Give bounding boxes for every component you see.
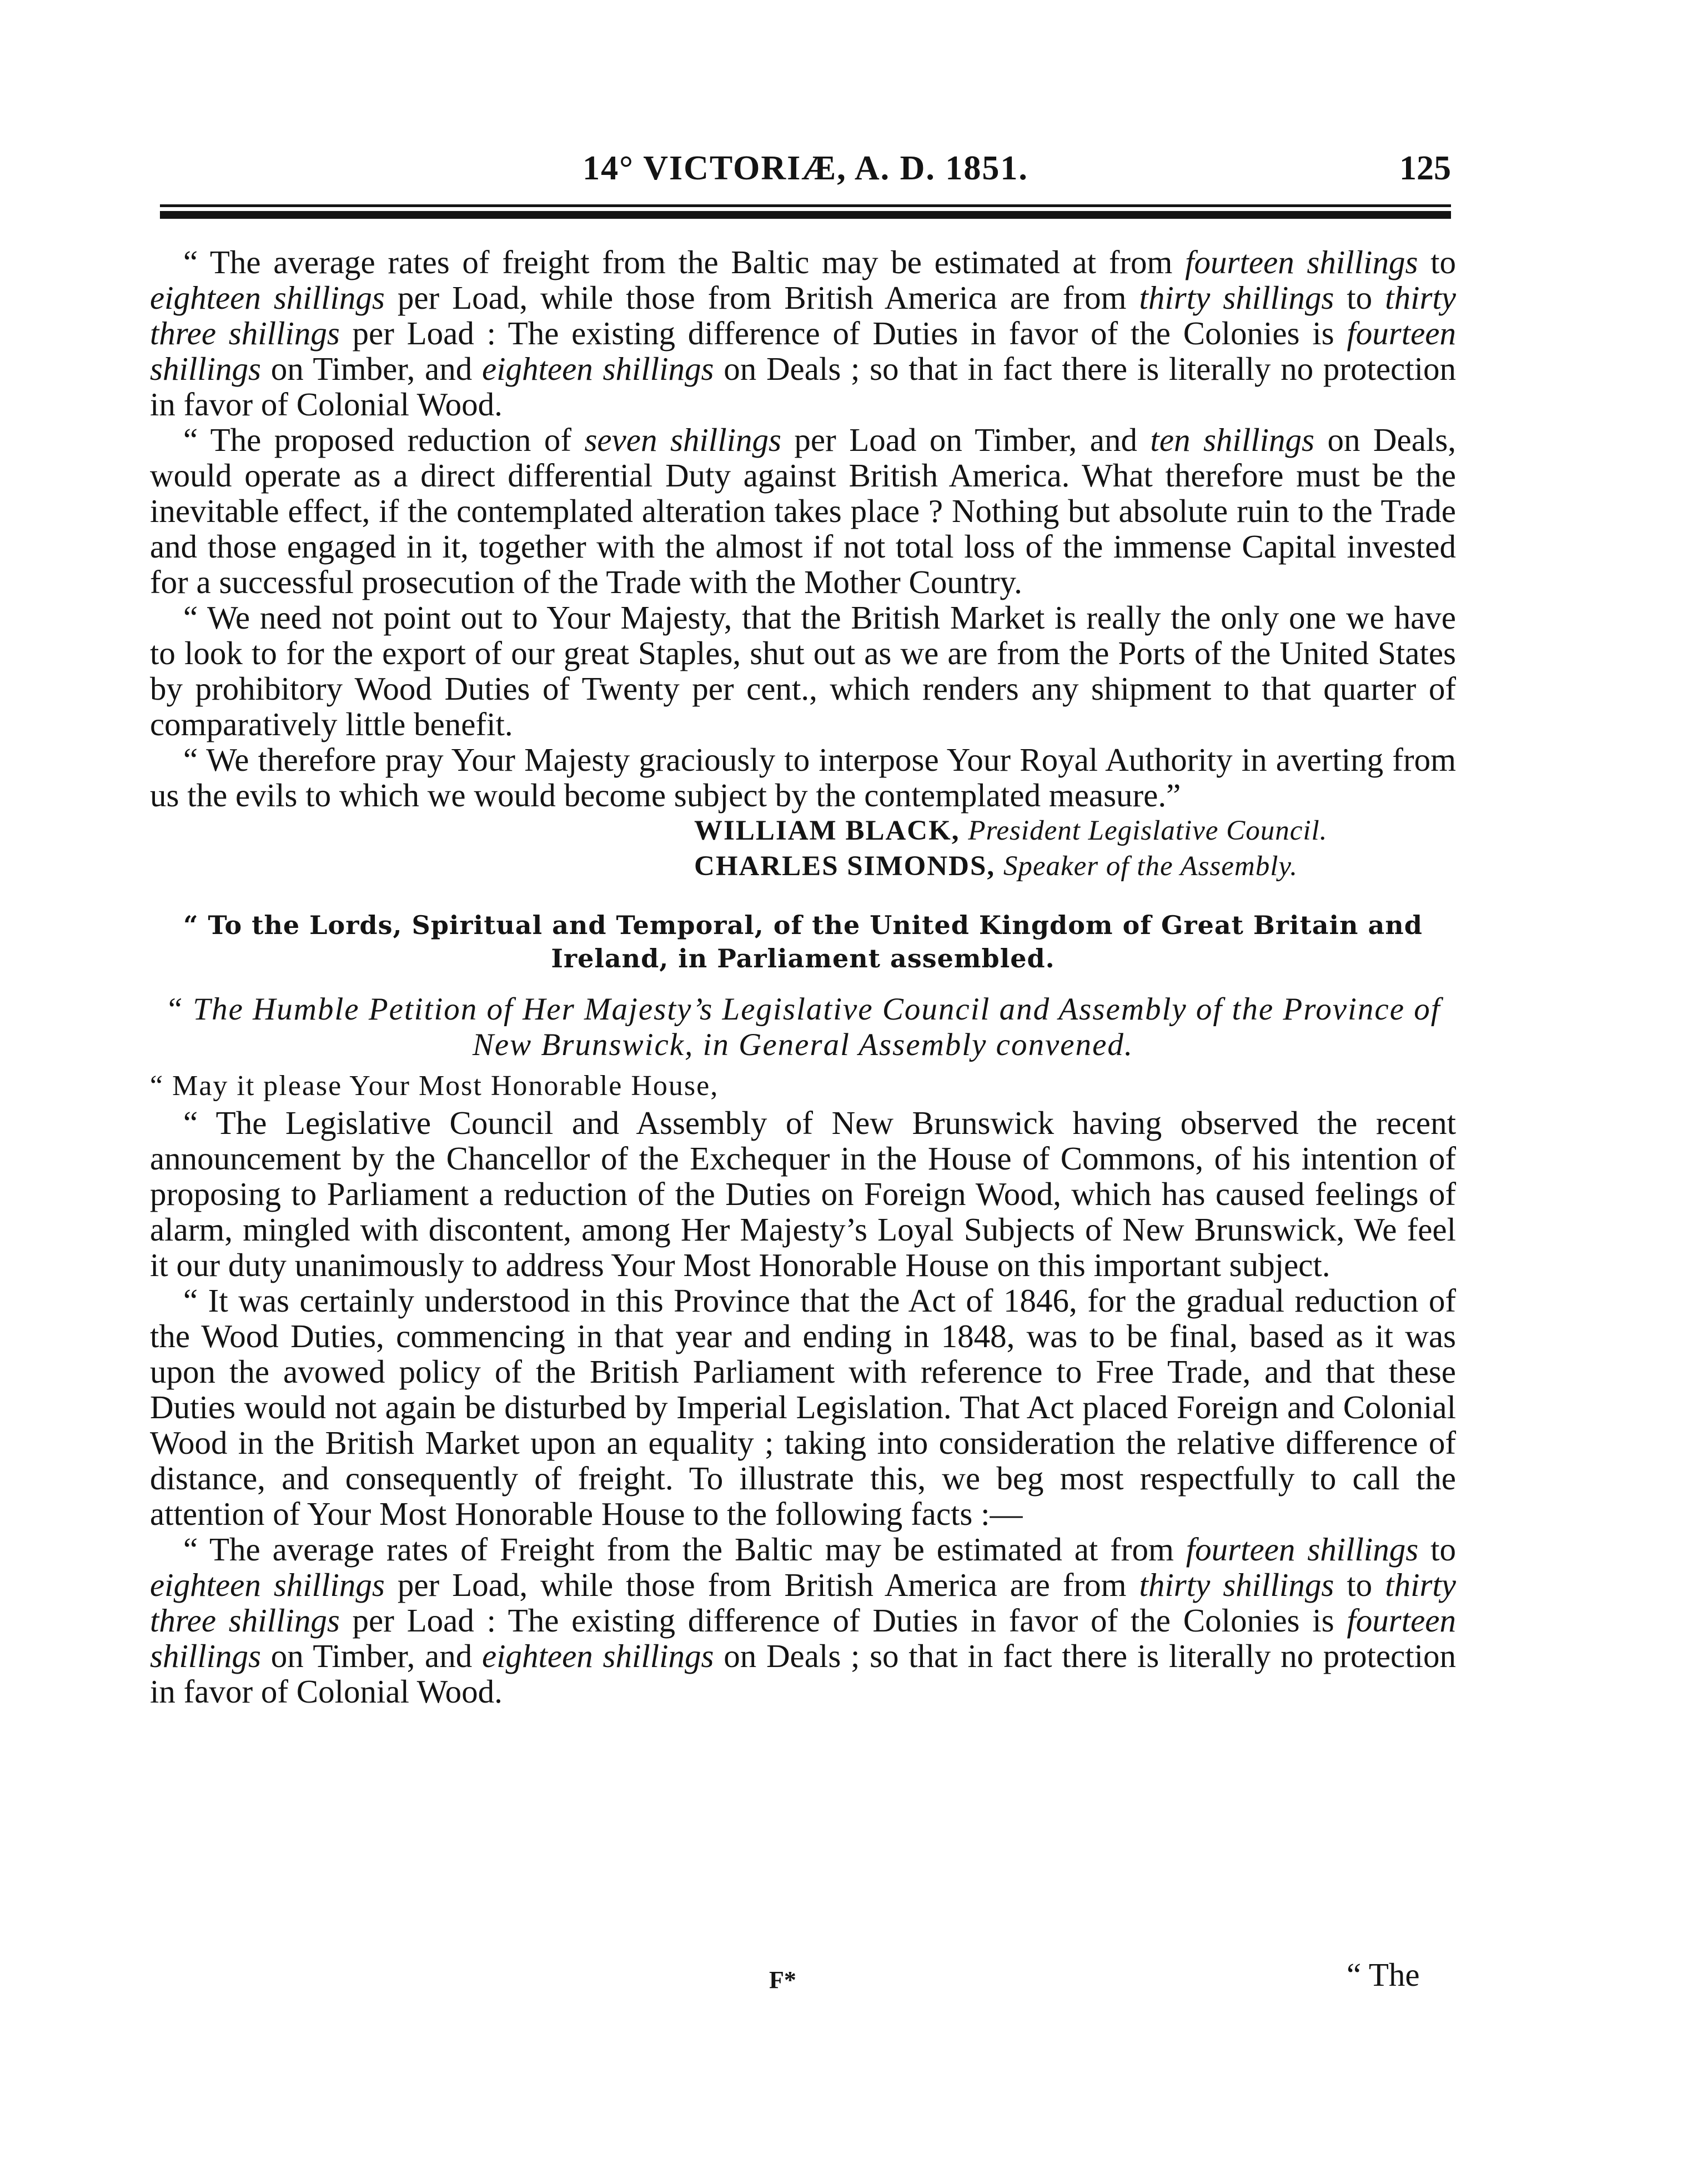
page-body	[150, 244, 1456, 1709]
header-rule-thin	[160, 204, 1451, 207]
catchword: “ The	[1347, 1956, 1420, 1993]
address-heading: “ To the Lords, Spiritual and Temporal, of the United Kingdom of Great Britain and Ireland, in Parliament assembled.	[183, 910, 1423, 973]
signatory-president: WILLIAM BLACK, President Legislative Council.	[694, 815, 1328, 846]
paragraph-freight-rates: “ The average rates of freight from the Baltic may be estimated at from fourteen shillings to eighteen shillings per Load, while those from British America are from thirty shillings to thirty three shillings per Load : The existing difference of Duties in favor of the Colonies is fourteen shillings on Timber, and eighteen shillings on Deals ; so that in fact there is literally no protection in favor of Colonial Wood.	[150, 244, 1456, 423]
signature-mark: F*	[769, 1966, 796, 1994]
header-rule-thick	[160, 211, 1451, 219]
page-number: 125	[1399, 149, 1451, 187]
petition-title: “ The Humble Petition of Her Majesty’s Legislative Council and Assembly of the Province of New Brunswick, in General Assembly convened.	[165, 992, 1441, 1062]
paragraph-freight-rates-repeat: “ The average rates of Freight from the Baltic may be estimated at from fourteen shillings to eighteen shillings per Load, while those from British America are from thirty shillings to thirty three shillings per Load : The existing difference of Duties in favor of the Colonies is fourteen shillings on Timber, and eighteen shillings on Deals ; so that in fact there is literally no protection in favor of Colonial Wood.	[150, 1531, 1456, 1710]
paragraph-act-1846: “ It was certainly understood in this Province that the Act of 1846, for the gradual reduction of the Wood Duties, commencing in that year and ending in 1848, was to be final, based as it was upon the avowed policy of the British Parliament with reference to Free Trade, and that these Duties would not again be disturbed by Imperial Legislation. That Act placed Foreign and Colonial Wood in the British Market upon an equality ; taking into consideration the relative difference of distance, and consequently of freight. To illustrate this, we beg most respectfully to call the attention of Your Most Honorable House to the following facts :—	[150, 1282, 1456, 1532]
running-head-title: 14° VICTORIÆ, A. D. 1851.	[583, 149, 1028, 187]
running-header	[160, 149, 1451, 199]
paragraph-prayer: “ We therefore pray Your Majesty graciously to interpose Your Royal Authority in averting from us the evils to which we would become subject by the contemplated measure.”	[150, 741, 1456, 814]
paragraph-proposed-reduction: “ The proposed reduction of seven shillings per Load on Timber, and ten shillings on Deals, would operate as a direct differential Duty against British America. What therefore must be the inevitable effect, if the contemplated alteration takes place ? Nothing but absolute ruin to the Trade and those engaged in it, together with the almost if not total loss of the immense Capital invested for a successful prosecution of the Trade with the Mother Country.	[150, 421, 1456, 600]
salutation: “ May it please Your Most Honorable House,	[150, 1070, 719, 1102]
signatory-speaker: CHARLES SIMONDS, Speaker of the Assembly.	[694, 851, 1298, 882]
paragraph-british-market: “ We need not point out to Your Majesty, that the British Market is really the only one we have to look to for the export of our great Staples, shut out as we are from the Ports of the United States by prohibitory Wood Duties of Twenty per cent., which renders any shipment to that quarter of comparatively little benefit.	[150, 599, 1456, 742]
paragraph-announcement: “ The Legislative Council and Assembly of New Brunswick having observed the recent announcement by the Chancellor of the Exchequer in the House of Commons, of his intention of proposing to Parliament a reduction of the Duties on Foreign Wood, which has caused feelings of alarm, mingled with discontent, among Her Majesty’s Loyal Subjects of New Brunswick, We feel it our duty unanimously to address Your Most Honorable House on this important subject.	[150, 1104, 1456, 1283]
